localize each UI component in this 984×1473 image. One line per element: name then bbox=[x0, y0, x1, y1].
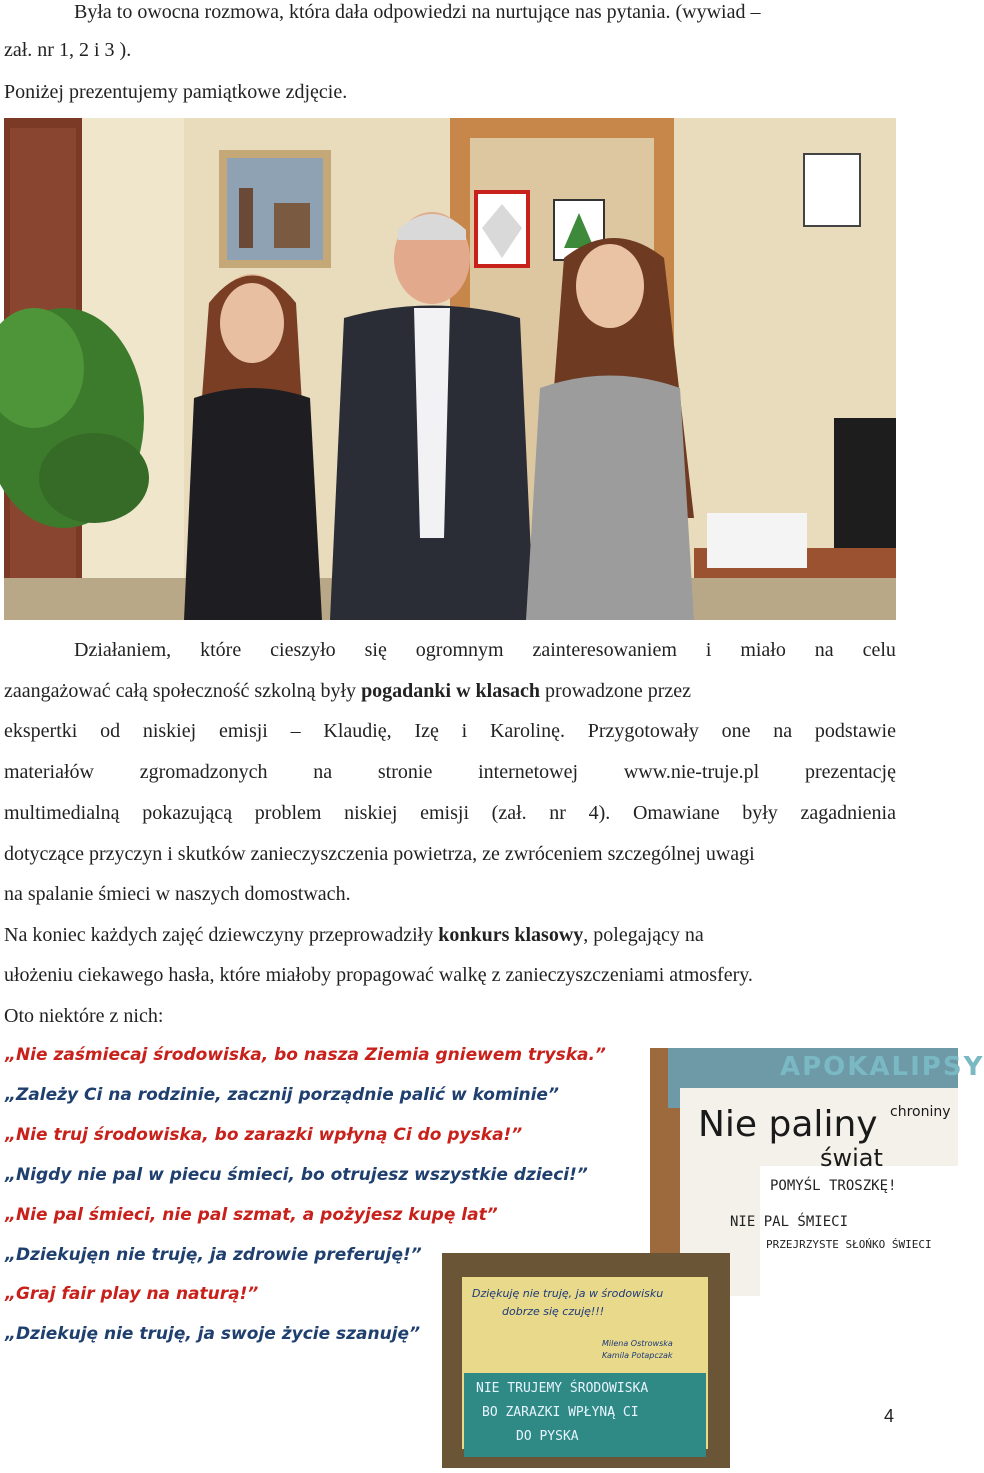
poster-2-top-1: Dziękuję nie truję, ja w środowisku bbox=[472, 1287, 664, 1300]
word: multimedialną bbox=[4, 802, 120, 824]
word: Działaniem, bbox=[74, 639, 172, 661]
paragraph2-line-3: Oto niektóre z nich: bbox=[4, 1005, 164, 1027]
word: nr bbox=[549, 802, 566, 824]
word: na bbox=[814, 639, 834, 661]
poster-1-line-a: POMYŚL TROSZKĘ! bbox=[770, 1178, 897, 1194]
word: pokazującą bbox=[142, 802, 233, 824]
word: niskiej bbox=[344, 802, 398, 824]
commemorative-photo bbox=[4, 118, 896, 620]
slogan-2: „Zależy Ci na rodzinie, zacznij porządnie palić w kominie” bbox=[5, 1085, 559, 1105]
word: się bbox=[364, 639, 387, 661]
word: internetowej bbox=[478, 761, 579, 783]
word: 4). bbox=[588, 802, 611, 824]
poster-1-side-text: chroniny bbox=[890, 1104, 951, 1120]
slogan-4: „Nigdy nie pal w piecu śmieci, bo otrujesz wszystkie dzieci!” bbox=[5, 1165, 588, 1185]
word: na bbox=[773, 720, 793, 742]
intro-line-2: zał. nr 1, 2 i 3 ). bbox=[4, 39, 132, 61]
word: ogromnym bbox=[415, 639, 504, 661]
photo-illustration bbox=[4, 118, 896, 620]
poster-2-card-1: NIE TRUJEMY ŚRODOWISKA bbox=[476, 1381, 649, 1396]
poster-1-headline-2: świat bbox=[820, 1144, 883, 1172]
word: ekspertki bbox=[4, 720, 78, 742]
word: stronie bbox=[377, 761, 433, 783]
word: problem bbox=[254, 802, 322, 824]
slogan-5: „Nie pal śmieci, nie pal szmat, a pożyjesz kupę lat” bbox=[5, 1205, 498, 1225]
page-number: 4 bbox=[884, 1406, 895, 1426]
poster-photo-2 bbox=[442, 1253, 730, 1468]
bold-phrase: pogadanki w klasach bbox=[361, 680, 541, 702]
word: emisji bbox=[420, 802, 469, 824]
text-run: zaangażować całą społeczność szkolną były bbox=[4, 680, 362, 702]
paragraph1-line-6: dotyczące przyczyn i skutków zanieczyszczenia powietrza, ze zwróceniem szczególnej uwagi bbox=[4, 843, 755, 865]
word: i bbox=[461, 720, 468, 742]
slogan-6: „Dziekujęn nie truję, ja zdrowie preferuję!” bbox=[5, 1245, 422, 1265]
word: Omawiane bbox=[632, 802, 720, 824]
paragraph1-line-5 bbox=[4, 801, 896, 825]
slogan-7: „Graj fair play na naturą!” bbox=[5, 1284, 259, 1304]
text-run: Na koniec każdych zajęć dziewczyny przeprowadziły bbox=[4, 924, 439, 946]
word: (zał. bbox=[491, 802, 527, 824]
word: zagadnienia bbox=[800, 802, 896, 824]
poster-2-card-3: DO PYSKA bbox=[516, 1429, 579, 1444]
poster-2-card-2: BO ZARAZKI WPŁYNĄ CI bbox=[482, 1405, 639, 1420]
word: celu bbox=[862, 639, 896, 661]
paragraph1-line-3 bbox=[4, 719, 896, 743]
word: niskiej bbox=[142, 720, 197, 742]
bold-phrase: konkurs klasowy bbox=[438, 924, 584, 946]
poster-1-top-text: APOKALIPSY bbox=[780, 1052, 984, 1082]
word: na bbox=[313, 761, 333, 783]
word: zgromadzonych bbox=[139, 761, 268, 783]
word: podstawie bbox=[814, 720, 896, 742]
paragraph2-line-2: ułożeniu ciekawego hasła, które miałoby propagować walkę z zanieczyszczeniami atmosfery. bbox=[4, 964, 753, 986]
word: od bbox=[100, 720, 121, 742]
poster-1-line-b: NIE PAL ŚMIECI bbox=[730, 1214, 849, 1230]
website-link[interactable]: www.nie-truje.pl bbox=[623, 761, 760, 783]
poster-1-line-c: PRZEJRZYSTE SŁOŃKO ŚWIECI bbox=[766, 1238, 932, 1251]
paragraph1-line-4 bbox=[4, 760, 896, 784]
word: były bbox=[742, 802, 778, 824]
word: materiałów bbox=[4, 761, 94, 783]
text-run: , polegający na bbox=[583, 924, 704, 946]
poster-1-headline-1: Nie paliny bbox=[698, 1104, 878, 1145]
paragraph1-line-2 bbox=[4, 679, 896, 703]
slogan-8: „Dziekuję nie truję, ja swoje życie szanuję” bbox=[5, 1324, 421, 1344]
poster-2-top-2: dobrze się czuję!!! bbox=[502, 1305, 605, 1318]
word: prezentację bbox=[804, 761, 896, 783]
word: i bbox=[705, 639, 712, 661]
text-run: prowadzone przez bbox=[540, 680, 692, 702]
paragraph1-line-7: na spalanie śmieci w naszych domostwach. bbox=[4, 883, 351, 905]
poster-2-signature-1: Milena Ostrowska bbox=[602, 1339, 673, 1348]
word: Klaudię, bbox=[323, 720, 392, 742]
word: emisji bbox=[218, 720, 268, 742]
word: Karolinę. bbox=[489, 720, 565, 742]
slogan-1: „Nie zaśmiecaj środowiska, bo nasza Ziemia gniewem tryska.” bbox=[5, 1045, 606, 1065]
word: Przygotowały bbox=[587, 720, 699, 742]
word: cieszyło bbox=[270, 639, 336, 661]
slogan-3: „Nie truj środowiska, bo zarazki wpłyną Ci do pyska!” bbox=[5, 1125, 523, 1145]
poster-2-illustration bbox=[442, 1253, 730, 1468]
word: one bbox=[721, 720, 751, 742]
paragraph1-line-1 bbox=[74, 638, 896, 662]
word: Izę bbox=[414, 720, 439, 742]
word: miało bbox=[740, 639, 786, 661]
intro-line-3: Poniżej prezentujemy pamiątkowe zdjęcie. bbox=[4, 81, 348, 103]
word: zainteresowaniem bbox=[532, 639, 677, 661]
paragraph2-line-1 bbox=[4, 923, 704, 947]
word: które bbox=[200, 639, 242, 661]
intro-line-1: Była to owocna rozmowa, która dała odpowiedzi na nurtujące nas pytania. (wywiad – bbox=[74, 1, 761, 23]
word: – bbox=[290, 720, 301, 742]
poster-2-signature-2: Kamila Potapczak bbox=[602, 1351, 673, 1360]
